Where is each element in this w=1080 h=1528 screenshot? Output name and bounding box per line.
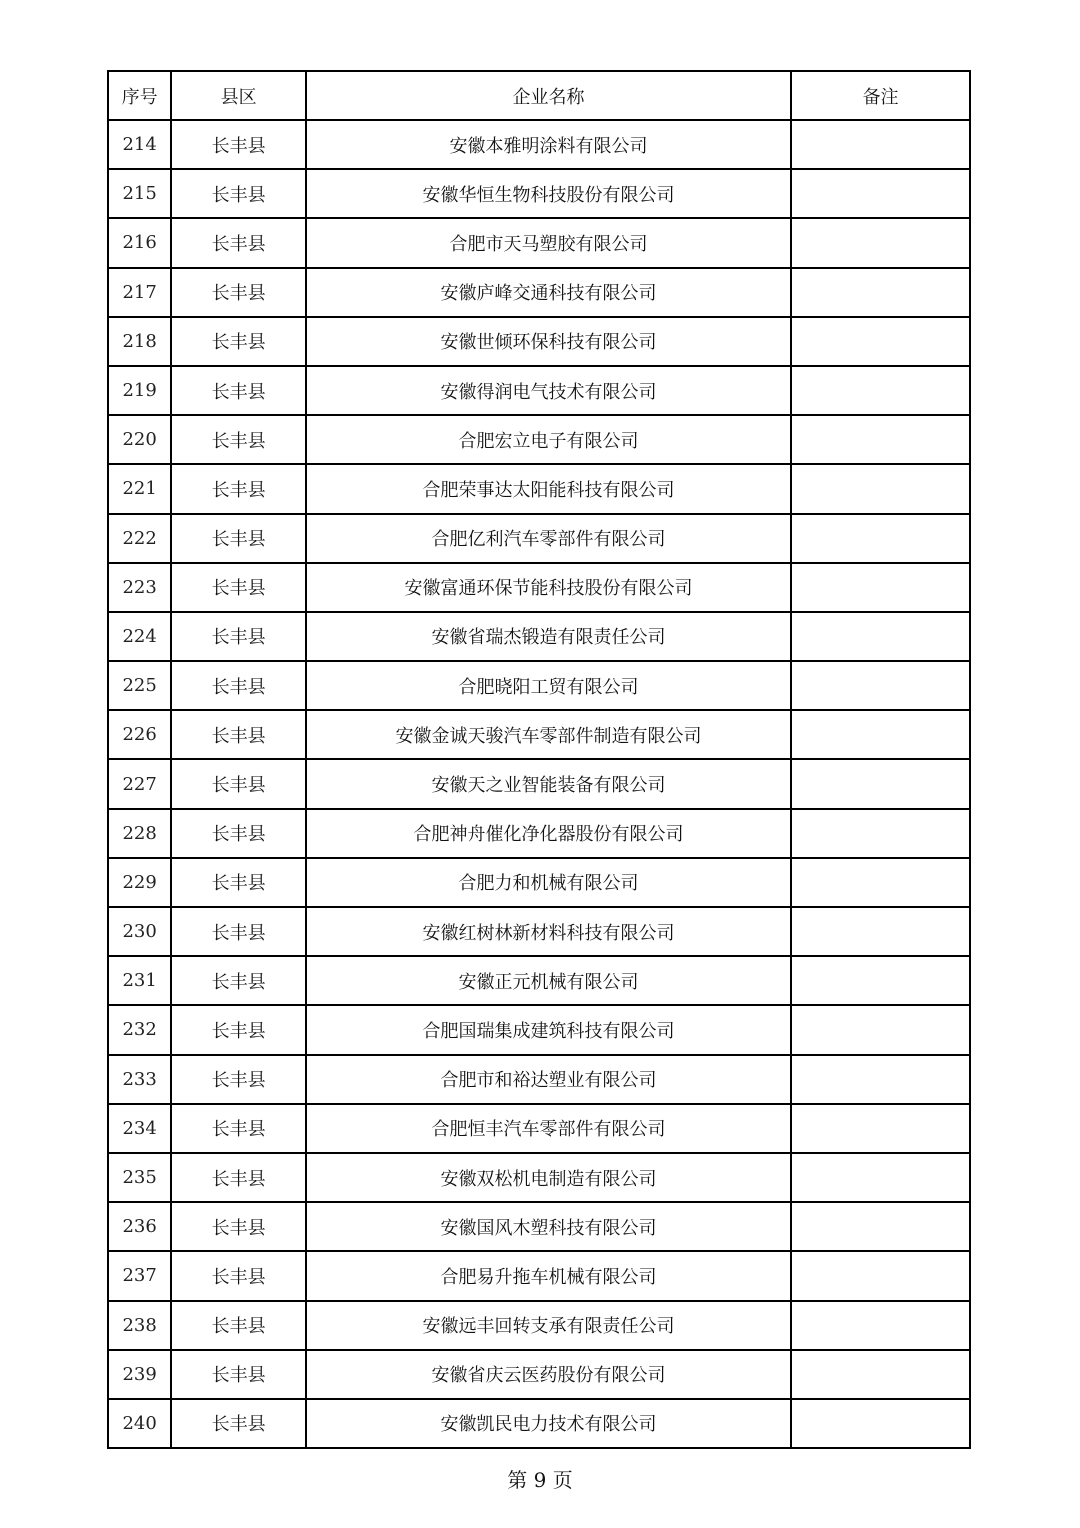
table-row	[108, 415, 970, 464]
serial-number-cell: 238	[108, 1301, 171, 1350]
serial-number-cell: 231	[108, 956, 171, 1005]
enterprise-name-cell: 安徽省庆云医药股份有限公司	[306, 1350, 791, 1399]
county-cell: 长丰县	[171, 661, 306, 710]
serial-number-cell: 228	[108, 809, 171, 858]
remarks-cell	[791, 464, 970, 513]
enterprise-name-cell: 合肥神舟催化净化器股份有限公司	[306, 809, 791, 858]
table-body	[108, 120, 970, 1448]
enterprise-table	[107, 70, 971, 1449]
county-cell: 长丰县	[171, 1104, 306, 1153]
table-row	[108, 907, 970, 956]
remarks-cell	[791, 1055, 970, 1104]
county-cell: 长丰县	[171, 710, 306, 759]
table-row	[108, 1251, 970, 1300]
remarks-cell	[791, 1104, 970, 1153]
serial-number-cell: 225	[108, 661, 171, 710]
header-county: 县区	[171, 71, 306, 120]
remarks-cell	[791, 1251, 970, 1300]
enterprise-name-cell: 合肥市天马塑胶有限公司	[306, 218, 791, 267]
table-row	[108, 120, 970, 169]
serial-number-cell: 234	[108, 1104, 171, 1153]
serial-number-cell: 219	[108, 366, 171, 415]
enterprise-name-cell: 安徽富通环保节能科技股份有限公司	[306, 563, 791, 612]
enterprise-name-cell: 安徽世倾环保科技有限公司	[306, 317, 791, 366]
serial-number-cell: 221	[108, 464, 171, 513]
enterprise-name-cell: 合肥市和裕达塑业有限公司	[306, 1055, 791, 1104]
table-row	[108, 1399, 970, 1448]
serial-number-cell: 229	[108, 858, 171, 907]
table-row	[108, 759, 970, 808]
serial-number-cell: 232	[108, 1005, 171, 1054]
table-row	[108, 218, 970, 267]
enterprise-name-cell: 合肥晓阳工贸有限公司	[306, 661, 791, 710]
enterprise-name-cell: 安徽得润电气技术有限公司	[306, 366, 791, 415]
table-row	[108, 169, 970, 218]
table-row	[108, 366, 970, 415]
enterprise-name-cell: 安徽华恒生物科技股份有限公司	[306, 169, 791, 218]
serial-number-cell: 235	[108, 1153, 171, 1202]
table-row	[108, 464, 970, 513]
county-cell: 长丰县	[171, 563, 306, 612]
table-row	[108, 1301, 970, 1350]
county-cell: 长丰县	[171, 464, 306, 513]
remarks-cell	[791, 268, 970, 317]
county-cell: 长丰县	[171, 1350, 306, 1399]
remarks-cell	[791, 317, 970, 366]
county-cell: 长丰县	[171, 759, 306, 808]
county-cell: 长丰县	[171, 1251, 306, 1300]
enterprise-name-cell: 安徽凯民电力技术有限公司	[306, 1399, 791, 1448]
remarks-cell	[791, 809, 970, 858]
enterprise-name-cell: 合肥力和机械有限公司	[306, 858, 791, 907]
header-remarks: 备注	[791, 71, 970, 120]
enterprise-name-cell: 安徽红树林新材料科技有限公司	[306, 907, 791, 956]
serial-number-cell: 230	[108, 907, 171, 956]
serial-number-cell: 233	[108, 1055, 171, 1104]
remarks-cell	[791, 1202, 970, 1251]
serial-number-cell: 226	[108, 710, 171, 759]
enterprise-name-cell: 安徽国风木塑科技有限公司	[306, 1202, 791, 1251]
table-row	[108, 661, 970, 710]
enterprise-name-cell: 安徽远丰回转支承有限责任公司	[306, 1301, 791, 1350]
county-cell: 长丰县	[171, 612, 306, 661]
enterprise-name-cell: 安徽庐峰交通科技有限公司	[306, 268, 791, 317]
county-cell: 长丰县	[171, 169, 306, 218]
table-row	[108, 1055, 970, 1104]
table-row	[108, 956, 970, 1005]
county-cell: 长丰县	[171, 268, 306, 317]
county-cell: 长丰县	[171, 956, 306, 1005]
county-cell: 长丰县	[171, 1202, 306, 1251]
county-cell: 长丰县	[171, 907, 306, 956]
header-serial-number: 序号	[108, 71, 171, 120]
serial-number-cell: 239	[108, 1350, 171, 1399]
remarks-cell	[791, 415, 970, 464]
table-row	[108, 710, 970, 759]
page-number: 第 9 页	[507, 1468, 573, 1492]
remarks-cell	[791, 907, 970, 956]
table-row	[108, 1153, 970, 1202]
remarks-cell	[791, 169, 970, 218]
remarks-cell	[791, 710, 970, 759]
county-cell: 长丰县	[171, 366, 306, 415]
table-row	[108, 809, 970, 858]
header-row	[108, 71, 970, 120]
serial-number-cell: 222	[108, 514, 171, 563]
remarks-cell	[791, 1301, 970, 1350]
remarks-cell	[791, 858, 970, 907]
table-row	[108, 1104, 970, 1153]
table-row	[108, 317, 970, 366]
table-row	[108, 1350, 970, 1399]
serial-number-cell: 224	[108, 612, 171, 661]
county-cell: 长丰县	[171, 415, 306, 464]
remarks-cell	[791, 1350, 970, 1399]
county-cell: 长丰县	[171, 1153, 306, 1202]
remarks-cell	[791, 563, 970, 612]
enterprise-name-cell: 安徽天之业智能装备有限公司	[306, 759, 791, 808]
enterprise-name-cell: 安徽省瑞杰锻造有限责任公司	[306, 612, 791, 661]
remarks-cell	[791, 366, 970, 415]
county-cell: 长丰县	[171, 120, 306, 169]
enterprise-name-cell: 安徽双松机电制造有限公司	[306, 1153, 791, 1202]
remarks-cell	[791, 956, 970, 1005]
serial-number-cell: 220	[108, 415, 171, 464]
county-cell: 长丰县	[171, 1399, 306, 1448]
header-enterprise-name: 企业名称	[306, 71, 791, 120]
remarks-cell	[791, 1399, 970, 1448]
serial-number-cell: 227	[108, 759, 171, 808]
enterprise-name-cell: 合肥恒丰汽车零部件有限公司	[306, 1104, 791, 1153]
county-cell: 长丰县	[171, 1055, 306, 1104]
table-row	[108, 1005, 970, 1054]
serial-number-cell: 215	[108, 169, 171, 218]
enterprise-name-cell: 安徽本雅明涂料有限公司	[306, 120, 791, 169]
county-cell: 长丰县	[171, 858, 306, 907]
table-row	[108, 1202, 970, 1251]
table-row	[108, 514, 970, 563]
enterprise-name-cell: 安徽金诚天骏汽车零部件制造有限公司	[306, 710, 791, 759]
county-cell: 长丰县	[171, 218, 306, 267]
enterprise-name-cell: 合肥国瑞集成建筑科技有限公司	[306, 1005, 791, 1054]
remarks-cell	[791, 1153, 970, 1202]
serial-number-cell: 216	[108, 218, 171, 267]
county-cell: 长丰县	[171, 317, 306, 366]
table-header	[108, 71, 970, 120]
county-cell: 长丰县	[171, 1005, 306, 1054]
remarks-cell	[791, 1005, 970, 1054]
county-cell: 长丰县	[171, 514, 306, 563]
remarks-cell	[791, 514, 970, 563]
table-row	[108, 563, 970, 612]
table-row	[108, 612, 970, 661]
enterprise-name-cell: 合肥宏立电子有限公司	[306, 415, 791, 464]
serial-number-cell: 217	[108, 268, 171, 317]
table-row	[108, 268, 970, 317]
remarks-cell	[791, 612, 970, 661]
remarks-cell	[791, 218, 970, 267]
county-cell: 长丰县	[171, 1301, 306, 1350]
county-cell: 长丰县	[171, 809, 306, 858]
serial-number-cell: 237	[108, 1251, 171, 1300]
serial-number-cell: 214	[108, 120, 171, 169]
table-row	[108, 858, 970, 907]
enterprise-name-cell: 合肥易升拖车机械有限公司	[306, 1251, 791, 1300]
remarks-cell	[791, 661, 970, 710]
enterprise-name-cell: 合肥荣事达太阳能科技有限公司	[306, 464, 791, 513]
enterprise-name-cell: 安徽正元机械有限公司	[306, 956, 791, 1005]
enterprise-name-cell: 合肥亿利汽车零部件有限公司	[306, 514, 791, 563]
remarks-cell	[791, 120, 970, 169]
serial-number-cell: 236	[108, 1202, 171, 1251]
serial-number-cell: 240	[108, 1399, 171, 1448]
serial-number-cell: 218	[108, 317, 171, 366]
serial-number-cell: 223	[108, 563, 171, 612]
remarks-cell	[791, 759, 970, 808]
